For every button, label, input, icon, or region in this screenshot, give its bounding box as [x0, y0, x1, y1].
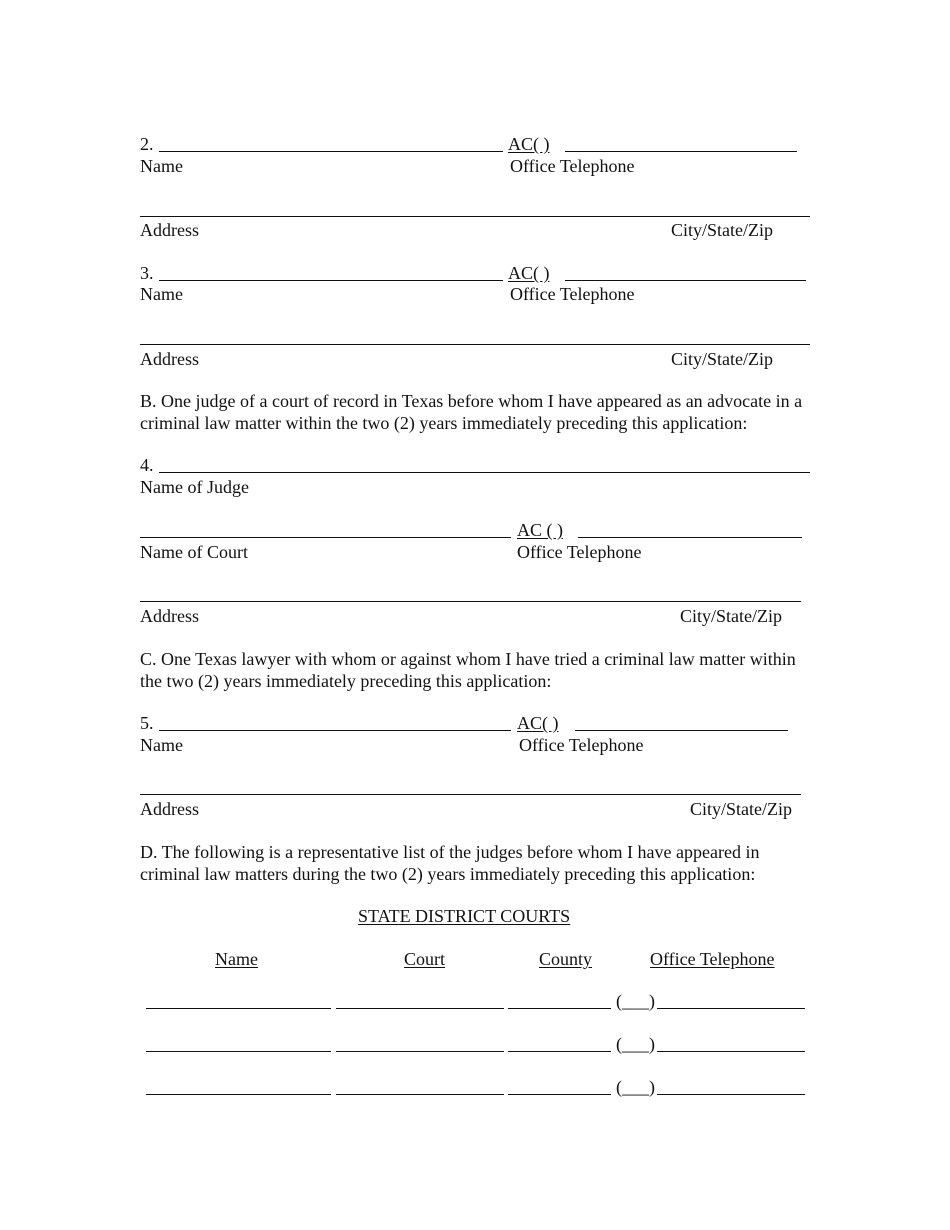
entry-4-address-label: Address [140, 606, 199, 626]
entry-2-csz-label: City/State/Zip [671, 220, 773, 240]
section-b-text: B. One judge of a court of record in Texas before whom I have appeared as an advocate in a criminal law matter within the two (2) years immediately preceding this application: [140, 391, 803, 433]
entry-2-name-label: Name [140, 156, 183, 176]
entry-4-judge-field[interactable] [159, 472, 810, 473]
courts-row-2-phone-field[interactable] [657, 1051, 805, 1052]
courts-header-name: Name [215, 949, 258, 969]
courts-header-court: Court [404, 949, 446, 969]
entry-5-csz-label: City/State/Zip [690, 799, 792, 819]
courts-row-2-name-field[interactable] [146, 1051, 331, 1052]
entry-4-number: 4. [140, 455, 154, 475]
entry-5-phone-label: Office Telephone [519, 735, 644, 755]
entry-2-phone-label: Office Telephone [510, 156, 635, 176]
entry-5-area-code: AC( ) [517, 713, 559, 733]
courts-row-2-court-field[interactable] [336, 1051, 504, 1052]
courts-row-1-court-field[interactable] [336, 1008, 504, 1009]
courts-row-3-county-field[interactable] [508, 1094, 611, 1095]
courts-row-3-court-field[interactable] [336, 1094, 504, 1095]
entry-2-address-field[interactable] [140, 216, 810, 217]
entry-3-name-field[interactable] [159, 280, 503, 281]
entry-3-address-field[interactable] [140, 344, 810, 345]
entry-2-address-label: Address [140, 220, 199, 240]
section-c-text: C. One Texas lawyer with whom or against whom I have tried a criminal law matter within the two (2) years immediately preceding this application: [140, 649, 796, 691]
courts-row-1-phone-prefix: (___) [616, 991, 655, 1011]
entry-4-phone-label: Office Telephone [517, 542, 642, 562]
entry-5-phone-field[interactable] [575, 730, 788, 731]
courts-row-3-name-field[interactable] [146, 1094, 331, 1095]
courts-header-phone: Office Telephone [650, 949, 775, 969]
entry-4-phone-field[interactable] [578, 537, 802, 538]
courts-row-1-county-field[interactable] [508, 1008, 611, 1009]
courts-row-3-phone-field[interactable] [657, 1094, 805, 1095]
section-d-text: D. The following is a representative list of the judges before whom I have appeared in criminal law matters during the two (2) years immediately preceding this application: [140, 842, 760, 884]
courts-header-county: County [539, 949, 593, 969]
entry-5-address-label: Address [140, 799, 199, 819]
entry-4-address-field[interactable] [140, 601, 801, 602]
courts-row-2-county-field[interactable] [508, 1051, 611, 1052]
entry-5-name-field[interactable] [159, 730, 511, 731]
entry-2-name-field[interactable] [159, 151, 503, 152]
entry-2-area-code: AC( ) [508, 134, 550, 154]
entry-4-judge-label: Name of Judge [140, 477, 249, 497]
entry-5-name-label: Name [140, 735, 183, 755]
courts-table-title: STATE DISTRICT COURTS [358, 906, 571, 926]
entry-3-address-label: Address [140, 349, 199, 369]
entry-4-csz-label: City/State/Zip [680, 606, 782, 626]
courts-row-2-phone-prefix: (___) [616, 1034, 655, 1054]
entry-4-court-field[interactable] [140, 537, 511, 538]
entry-5-number: 5. [140, 713, 154, 733]
entry-4-court-label: Name of Court [140, 542, 248, 562]
entry-3-area-code: AC( ) [508, 263, 550, 283]
courts-row-1-phone-field[interactable] [657, 1008, 805, 1009]
entry-3-csz-label: City/State/Zip [671, 349, 773, 369]
entry-3-number: 3. [140, 263, 154, 283]
courts-row-3-phone-prefix: (___) [616, 1077, 655, 1097]
entry-3-phone-field[interactable] [565, 280, 806, 281]
entry-4-area-code: AC ( ) [517, 520, 563, 540]
entry-5-address-field[interactable] [140, 794, 801, 795]
courts-row-1-name-field[interactable] [146, 1008, 331, 1009]
entry-3-name-label: Name [140, 284, 183, 304]
entry-2-phone-field[interactable] [565, 151, 797, 152]
entry-3-phone-label: Office Telephone [510, 284, 635, 304]
entry-2-number: 2. [140, 134, 154, 154]
